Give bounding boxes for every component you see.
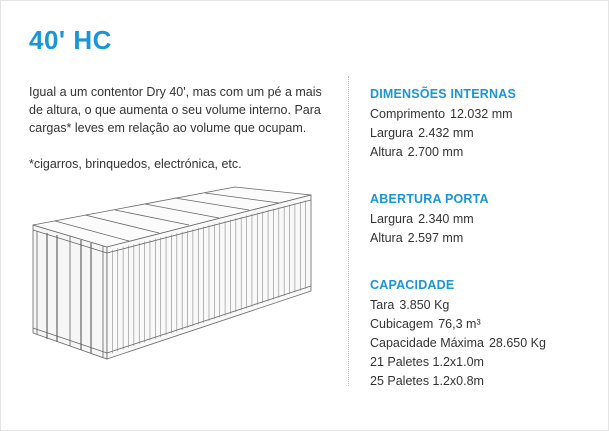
column-divider (348, 76, 349, 386)
shipping-container-illustration-icon (25, 183, 325, 363)
spec-value: 2.700 mm (407, 145, 464, 159)
spec-label: Capacidade Máxima (370, 336, 484, 350)
spec-label: Cubicagem (370, 317, 434, 331)
section-heading: CAPACIDADE (370, 278, 455, 292)
spec-row (370, 334, 600, 353)
capacity-section (370, 276, 600, 391)
description (29, 83, 334, 173)
spec-value: 3.850 Kg (399, 298, 450, 312)
spec-value: 2.597 mm (407, 231, 464, 245)
spec-row (370, 229, 600, 248)
spec-label: Largura (370, 212, 414, 226)
spec-label: 25 Paletes 1.2x0.8m (370, 374, 484, 388)
section-heading: DIMENSÕES INTERNAS (370, 87, 516, 101)
spec-value: 2.340 mm (418, 212, 474, 226)
spec-row (370, 372, 600, 391)
description-text: Igual a um contentor Dry 40', mas com um pé a mais de altura, o que aumenta o seu volume interno. Para cargas* leves em relação ao volume que ocupam. (29, 85, 322, 135)
spec-value: 2.432 mm (418, 126, 474, 140)
spec-row (370, 143, 600, 162)
spec-label: Tara (370, 298, 395, 312)
description-note: *cigarros, brinquedos, electrónica, etc. (29, 157, 242, 171)
spec-row (370, 105, 600, 124)
spec-label: Largura (370, 126, 414, 140)
internal-dimensions-section (370, 85, 600, 162)
spec-row (370, 296, 600, 315)
spec-row (370, 210, 600, 229)
spec-label: Altura (370, 145, 403, 159)
spec-label: Comprimento (370, 107, 446, 121)
spec-row (370, 315, 600, 334)
section-heading: ABERTURA PORTA (370, 192, 489, 206)
spec-label: Altura (370, 231, 403, 245)
spec-row (370, 124, 600, 143)
spec-row (370, 353, 600, 372)
spec-value: 76,3 m³ (438, 317, 481, 331)
spec-label: 21 Paletes 1.2x1.0m (370, 355, 484, 369)
specs-panel (370, 85, 600, 419)
spec-value: 12.032 mm (450, 107, 513, 121)
door-opening-section (370, 190, 600, 248)
page-title: 40' HC (29, 25, 112, 55)
spec-value: 28.650 Kg (488, 336, 546, 350)
